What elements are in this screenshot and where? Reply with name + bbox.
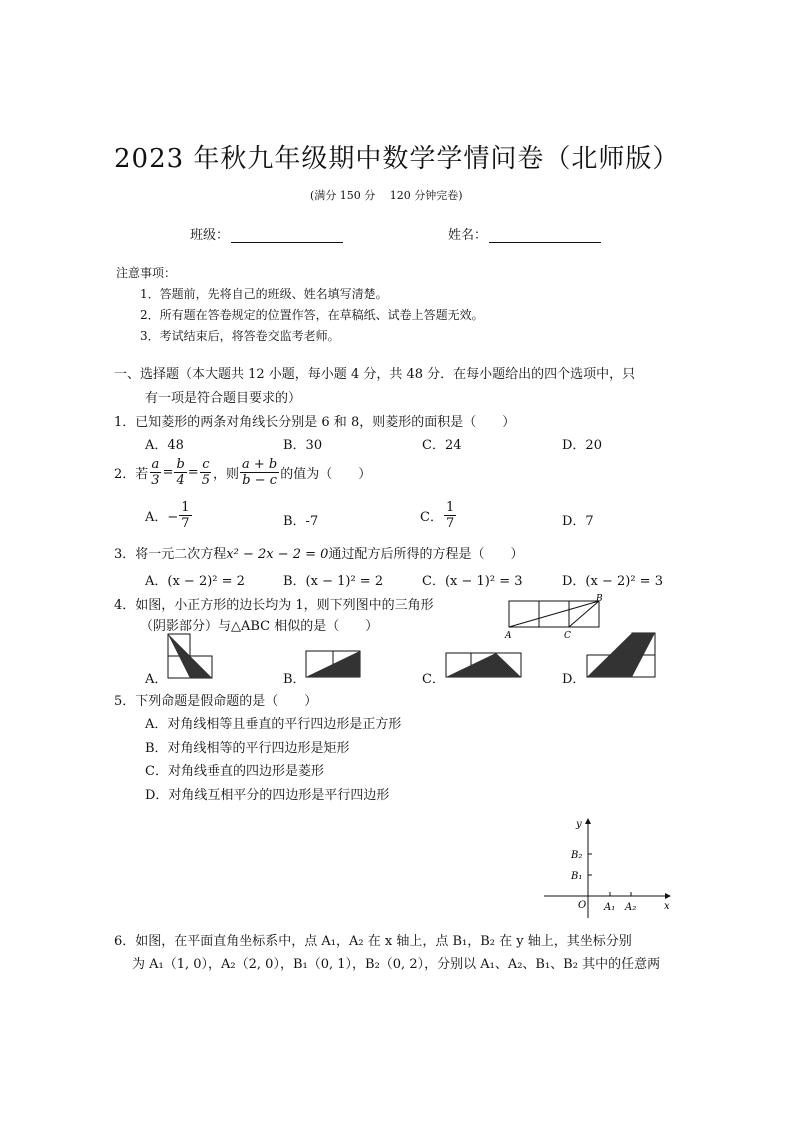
q5-stem: 5．下列命题是假命题的是（ ）	[114, 694, 318, 709]
frac-num: c	[202, 457, 210, 472]
q2-option-c	[420, 500, 457, 531]
fraction-c-5	[200, 457, 212, 488]
q1-option-c: C．24	[422, 438, 462, 453]
label-a: A	[505, 631, 512, 641]
q2-option-b: B．-7	[283, 514, 319, 529]
q3-equation: x² − 2x − 2 = 0	[226, 547, 329, 562]
q1-option-d: D．20	[562, 438, 602, 453]
name-field	[448, 224, 601, 243]
a2-label: A₂	[625, 902, 637, 913]
q1-option-a: A．48	[145, 438, 184, 453]
option-label: A．−	[145, 510, 179, 525]
equals-sign: =	[162, 465, 174, 480]
class-blank[interactable]	[231, 228, 343, 243]
notice-item: 3．考试结束后，将答卷交监考老师。	[140, 329, 340, 343]
q2-mid: ，则	[212, 467, 239, 482]
frac-num: b	[176, 457, 185, 472]
frac-num: a + b	[242, 457, 278, 472]
q3-option-b: B．(x − 1)² = 2	[283, 574, 384, 589]
q2-stem	[114, 457, 371, 488]
q4-stem-cont: （阴影部分）与△ABC 相似的是（ ）	[140, 619, 379, 634]
frac-den: 3	[151, 473, 160, 488]
frac-num: 1	[181, 500, 190, 515]
name-label: 姓名：	[448, 228, 488, 243]
q5-option-b: B．对角线相等的平行四边形是矩形	[145, 741, 350, 756]
section-heading-cont: 有一项是符合题目要求的）	[145, 391, 302, 406]
fraction-a-3	[149, 457, 161, 488]
frac-den: 7	[445, 516, 455, 531]
q3-option-d: D．(x − 2)² = 3	[562, 574, 663, 589]
frac-num: a	[151, 457, 160, 472]
q3-stem-pre: 3．将一元二次方程	[114, 547, 227, 562]
frac-den: 7	[181, 516, 190, 531]
q3-stem-post: 通过配方后所得的方程是（ ）	[328, 547, 524, 562]
q4-option-d-label: D．	[562, 672, 586, 687]
equals-sign: =	[187, 465, 199, 480]
q4-option-a-label: A．	[145, 672, 168, 687]
label-c: C	[564, 631, 571, 641]
q4-stem: 4．如图，小正方形的边长均为 1，则下列图中的三角形	[114, 598, 434, 613]
page-subtitle: (满分 150 分 120 分钟完卷)	[310, 189, 463, 202]
q4-option-c-label: C．	[422, 672, 445, 687]
q3-option-a: A．(x − 2)² = 2	[145, 574, 245, 589]
q4-option-d-figure	[586, 632, 656, 678]
q1-stem: 1．已知菱形的两条对角线长分别是 6 和 8，则菱形的面积是（ ）	[114, 415, 516, 430]
notice-item: 1．答题前，先将自己的班级、姓名填写清楚。	[140, 287, 388, 301]
frac-den: 5	[201, 473, 210, 488]
q6-stem: 6．如图，在平面直角坐标系中，点 A₁，A₂ 在 x 轴上，点 B₁，B₂ 在 y 轴上，其坐标分别	[114, 934, 632, 949]
class-label: 班级：	[190, 228, 230, 243]
page-title: 2023 年秋九年级期中数学学情问卷（北师版）	[114, 144, 680, 174]
q4-option-b-label: B．	[283, 672, 306, 687]
segment-ab	[509, 601, 599, 627]
class-field	[190, 224, 343, 243]
q6-coordinate-figure	[540, 815, 675, 920]
q3-stem	[114, 543, 523, 562]
x-label: x	[664, 901, 670, 912]
q4-option-b-figure	[305, 650, 361, 678]
section-heading: 一、选择题（本大题共 12 小题，每小题 4 分，共 48 分．在每小题给出的四个选项中，只	[114, 367, 636, 382]
notice-item: 2．所有题在答卷规定的位置作答，在草稿纸、试卷上答题无效。	[140, 308, 484, 322]
option-label: C．	[420, 510, 443, 525]
fraction-expression	[240, 457, 279, 488]
fraction-1-7	[179, 500, 191, 531]
frac-num: 1	[445, 500, 455, 515]
q2-suffix: 的值为（ ）	[280, 467, 372, 482]
b2-label: B₂	[571, 850, 583, 861]
q2-option-a	[145, 500, 193, 531]
origin-label: O	[578, 900, 587, 911]
q4-option-c-figure	[445, 652, 523, 678]
q4-option-a-figure	[167, 633, 213, 679]
a1-label: A₁	[604, 902, 616, 913]
q5-option-c: C．对角线垂直的四边形是菱形	[145, 764, 324, 779]
frac-den: b − c	[242, 473, 277, 488]
b1-label: B₁	[571, 871, 583, 882]
fraction-b-4	[174, 457, 186, 488]
fraction-1-7	[444, 500, 456, 531]
q2-prefix: 2．若	[114, 467, 149, 482]
q5-option-d: D．对角线互相平分的四边形是平行四边形	[145, 788, 390, 803]
y-label: y	[576, 819, 582, 830]
notice-heading: 注意事项：	[116, 266, 177, 280]
q5-option-a: A．对角线相等且垂直的平行四边形是正方形	[145, 717, 402, 732]
q3-option-c: C．(x − 1)² = 3	[422, 574, 523, 589]
q6-stem-cont: 为 A₁（1, 0），A₂（2, 0），B₁（0, 1），B₂（0, 2），分别以 A₁、A₂、B₁、B₂ 其中的任意两	[132, 957, 661, 972]
frac-den: 4	[176, 473, 185, 488]
q2-option-d: D．7	[562, 514, 594, 529]
name-blank[interactable]	[489, 228, 601, 243]
label-b: B	[596, 594, 603, 604]
q1-option-b: B．30	[283, 438, 323, 453]
